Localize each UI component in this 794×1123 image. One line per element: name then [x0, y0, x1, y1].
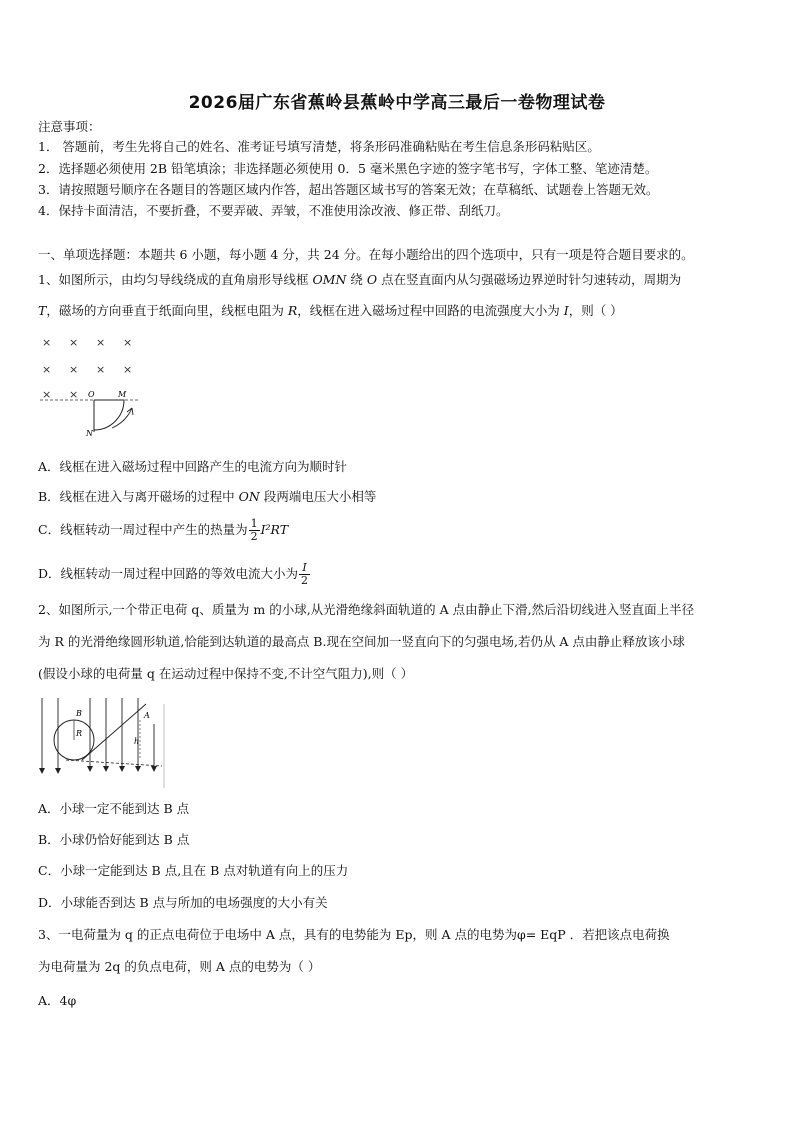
- fraction-i-over-2: [299, 562, 310, 587]
- svg-text:×: ×: [123, 363, 133, 376]
- label-n: N: [86, 429, 93, 438]
- q1-var-o: O: [366, 272, 378, 287]
- svg-text:×: ×: [69, 336, 79, 349]
- q1-var-i: I: [563, 303, 569, 318]
- frac-den: 2: [301, 574, 309, 587]
- notice-item-2: 2．选择题必须使用 2B 铅笔填涂；非选择题必须使用 0．5 毫米黑色字迹的签字笔书写，字体工整、笔迹清楚。: [38, 161, 658, 176]
- field-arrowheads: [39, 766, 157, 774]
- frac-den: 2: [250, 530, 258, 543]
- q1-stem-line2: [38, 302, 623, 320]
- svg-text:×: ×: [96, 336, 106, 349]
- q1-figure: [38, 332, 148, 438]
- frac-num: 1: [250, 517, 258, 530]
- q1-var-omn: OMN: [312, 272, 347, 287]
- q1-text: 1、如图所示，由均匀导线绕成的直角扇形导线框: [38, 272, 313, 287]
- q1-var-t: T: [38, 303, 47, 318]
- svg-text:×: ×: [42, 388, 52, 401]
- svg-text:×: ×: [69, 388, 79, 401]
- frac-num: I: [299, 562, 310, 575]
- q1-option-c: [38, 518, 288, 543]
- q1-option-a: A．线框在进入磁场过程中回路产生的电流方向为顺时针: [38, 459, 348, 474]
- notice-heading: 注意事项：: [38, 119, 101, 134]
- field-lines: [42, 698, 154, 770]
- label-m: M: [118, 390, 127, 399]
- q1-text: 点在竖直面内从匀强磁场边界逆时针匀速转动，周期为: [377, 272, 682, 287]
- page-title: 2026届广东省蕉岭县蕉岭中学高三最后一卷物理试卷: [188, 93, 606, 113]
- q1-option-d: [38, 562, 311, 587]
- q1-text: 绕: [346, 272, 367, 287]
- svg-text:×: ×: [42, 363, 52, 376]
- q1-optd-text: D．线框转动一周过程中回路的等效电流大小为: [38, 566, 299, 581]
- q2-figure: [36, 694, 168, 788]
- q1-text: ，线框在进入磁场过程中回路的电流强度大小为: [297, 303, 564, 318]
- label-r: R: [76, 729, 83, 738]
- q2-option-c: C．小球一定能到达 B 点,且在 B 点对轨道有向上的压力: [38, 863, 349, 878]
- label-a: A: [144, 711, 150, 720]
- section-heading: 一、单项选择题：本题共 6 小题，每小题 4 分，共 24 分。在每小题给出的四个选项中，只有一项是符合题目要求的。: [38, 247, 694, 262]
- svg-text:×: ×: [69, 363, 79, 376]
- ground-line: [66, 760, 162, 766]
- q2-option-b: B．小球仍恰好能到达 B 点: [38, 832, 190, 847]
- fraction-half: [249, 518, 260, 543]
- q1-text: ，则（ ）: [568, 303, 623, 318]
- q1-option-b: [38, 488, 376, 506]
- label-h: h: [134, 737, 140, 746]
- incline-track: [82, 704, 146, 760]
- svg-text:×: ×: [123, 336, 133, 349]
- frame-arc: [94, 400, 124, 430]
- q1-var-on: ON: [238, 489, 260, 504]
- q2-stem-line3: (假设小球的电荷量 q 在运动过程中保持不变,不计空气阻力),则（ ）: [38, 666, 414, 681]
- svg-text:×: ×: [96, 363, 106, 376]
- q2-option-a: A．小球一定不能到达 B 点: [38, 801, 190, 816]
- q2-stem-line1: 2、如图所示,一个带正电荷 q、质量为 m 的小球,从光滑绝缘斜面轨道的 A 点由静止下滑,然后沿切线进入竖直面上半径: [38, 602, 695, 617]
- q3-stem-line1: 3、一电荷量为 q 的正点电荷位于电场中 A 点，具有的电势能为 Ep，则 A 点的电势为φ= EqP ．若把该点电荷换: [38, 927, 670, 942]
- q1-optc-text: C．线框转动一周过程中产生的热量为: [38, 522, 248, 537]
- q1-stem-line1: [38, 271, 681, 289]
- q1-optc-formula: I²RT: [260, 522, 289, 537]
- notice-item-3: 3．请按照题号顺序在各题目的答题区域内作答，超出答题区域书写的答案无效；在草稿纸、试题卷上答题无效。: [38, 182, 659, 197]
- q1-text: ，磁场的方向垂直于纸面向里，线框电阻为: [46, 303, 288, 318]
- svg-text:×: ×: [42, 336, 52, 349]
- label-o: O: [88, 390, 95, 399]
- q1-optb-text: B．线框在进入与离开磁场的过程中: [38, 489, 239, 504]
- q2-option-d: D．小球能否到达 B 点与所加的电场强度的大小有关: [38, 895, 328, 910]
- q1-var-r: R: [287, 303, 298, 318]
- label-b: B: [76, 709, 82, 718]
- q3-option-a: A．4φ: [38, 993, 77, 1008]
- notice-item-1: 1． 答题前，考生先将自己的姓名、准考证号填写清楚，将条形码准确粘贴在考生信息条形码粘贴区。: [38, 139, 600, 154]
- q2-stem-line2: 为 R 的光滑绝缘圆形轨道,恰能到达轨道的最高点 B.现在空间加一竖直向下的匀强电场,若仍从 A 点由静止释放该小球: [38, 634, 685, 649]
- q1-optb-text: 段两端电压大小相等: [259, 489, 377, 504]
- notice-item-4: 4．保持卡面清洁，不要折叠，不要弄破、弄皱，不准使用涂改液、修正带、刮纸刀。: [38, 203, 509, 218]
- q3-stem-line2: 为电荷量为 2q 的负点电荷，则 A 点的电势为（ ）: [38, 959, 321, 974]
